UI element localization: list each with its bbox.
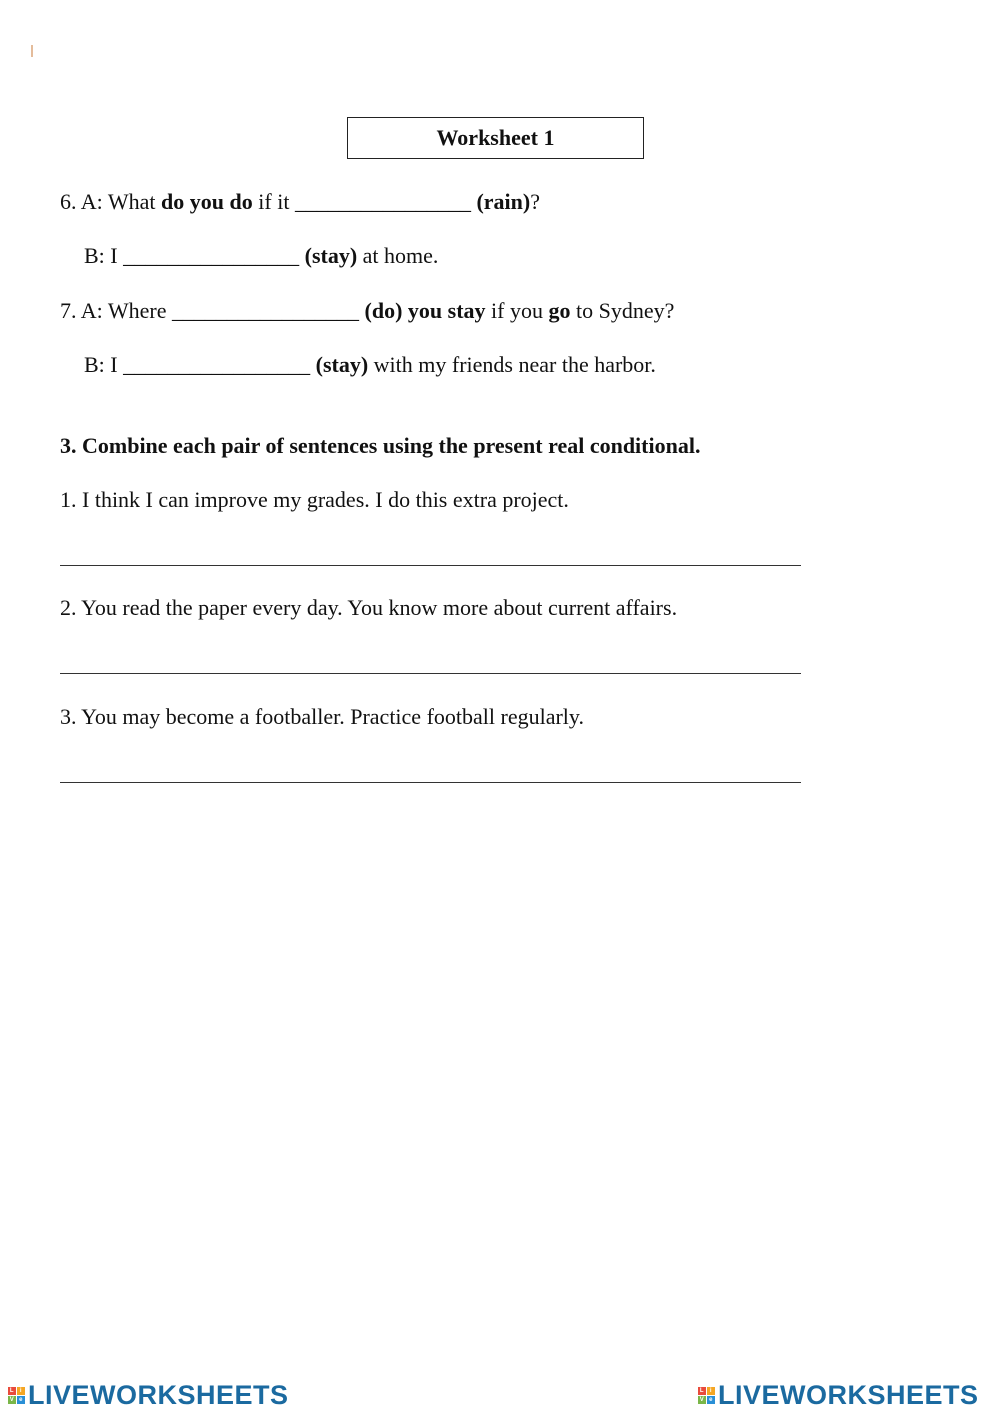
q6-a-blank[interactable]: ________________ [294, 189, 471, 214]
worksheet-title: Worksheet 1 [347, 117, 644, 159]
scan-mark [31, 45, 33, 57]
q6-line-b: B: I ________________ (stay) at home. [84, 243, 439, 268]
q7-line-b: B: I _________________ (stay) with my friends near the harbor. [84, 352, 656, 377]
footer-logo-right [698, 1380, 979, 1411]
q7-line-a: 7. A: Where _________________ (do) you stay if you go to Sydney? [60, 298, 675, 323]
footer-brand-right: LIVEWORKSHEETS [718, 1380, 979, 1410]
section3-heading: 3. Combine each pair of sentences using the present real conditional. [60, 433, 701, 458]
q6-line-a: 6. A: What do you do if it ________________ (rain)? [60, 189, 540, 214]
footer-brand-left: LIVEWORKSHEETS [28, 1380, 289, 1410]
section3-item-3: 3. You may become a footballer. Practice football regularly. [60, 704, 584, 729]
liveworksheets-logo-icon: L i V e [8, 1387, 25, 1404]
answer-line-3[interactable] [60, 782, 801, 783]
q6-b-blank[interactable]: ________________ [123, 243, 300, 268]
q7-b-blank[interactable]: _________________ [123, 352, 311, 377]
answer-line-1[interactable] [60, 565, 801, 566]
section3-item-1: 1. I think I can improve my grades. I do this extra project. [60, 487, 569, 512]
q7-a-blank[interactable]: _________________ [172, 298, 360, 323]
footer-logo-left [8, 1380, 289, 1411]
liveworksheets-logo-icon: L i V e [698, 1387, 715, 1404]
answer-line-2[interactable] [60, 673, 801, 674]
section3-item-2: 2. You read the paper every day. You know more about current affairs. [60, 595, 678, 620]
